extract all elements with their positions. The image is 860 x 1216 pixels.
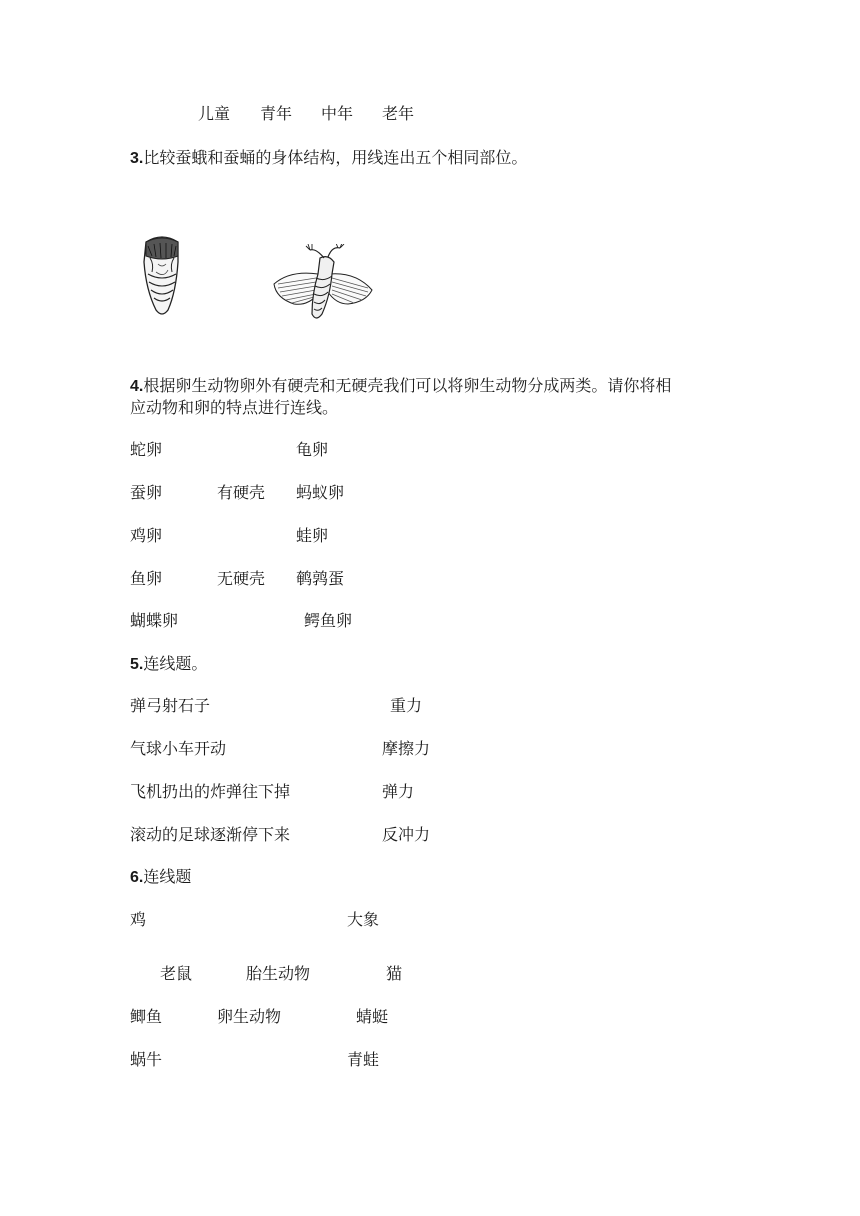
q4-left-item: 蝴蝶卵 xyxy=(130,611,179,630)
q5-right-item: 反冲力 xyxy=(382,825,431,844)
q5-left-item: 滚动的足球逐渐停下来 xyxy=(130,825,291,844)
question-4-line-1 xyxy=(130,378,671,395)
q6-right-item: 大象 xyxy=(347,910,380,929)
q6-category-oviparous: 卵生动物 xyxy=(217,1007,282,1026)
q6-left-item: 老鼠 xyxy=(160,964,193,983)
q6-right-item: 青蛙 xyxy=(347,1050,380,1069)
stage-label-middle-age: 中年 xyxy=(321,104,354,123)
q5-right-item: 摩擦力 xyxy=(382,739,431,758)
question-3-text: 比较蚕蛾和蚕蛹的身体结构，用线连出五个相同部位。 xyxy=(143,148,528,167)
q6-category-viviparous: 胎生动物 xyxy=(246,964,311,983)
q4-right-item: 龟卵 xyxy=(296,440,329,459)
q4-left-item: 鸡卵 xyxy=(130,526,163,545)
question-6-text: 连线题 xyxy=(143,867,192,886)
q6-left-item: 鸡 xyxy=(130,910,147,929)
question-6-number: 6. xyxy=(130,869,144,886)
q6-right-item: 猫 xyxy=(386,964,403,983)
q4-left-item: 蛇卵 xyxy=(130,440,163,459)
question-3-number: 3. xyxy=(130,150,144,167)
q5-right-item: 重力 xyxy=(390,696,423,715)
q4-right-item: 蛙卵 xyxy=(296,526,329,545)
q4-right-item: 鹌鹑蛋 xyxy=(296,569,345,588)
question-4-number: 4. xyxy=(130,378,144,395)
q6-left-item: 鲫鱼 xyxy=(130,1007,163,1026)
q4-left-item: 鱼卵 xyxy=(130,569,163,588)
silkworm-moth-drawing xyxy=(270,244,376,330)
question-5-text: 连线题。 xyxy=(143,654,208,673)
stage-label-youth: 青年 xyxy=(260,104,293,123)
q6-right-item: 蜻蜓 xyxy=(356,1007,389,1026)
question-4-text-line-2: 应动物和卵的特点进行连线。 xyxy=(130,398,339,417)
q4-category-hard-shell: 有硬壳 xyxy=(217,483,266,502)
q5-left-item: 气球小车开动 xyxy=(130,739,227,758)
question-5 xyxy=(130,656,207,673)
q4-category-no-hard-shell: 无硬壳 xyxy=(217,569,266,588)
q5-left-item: 飞机扔出的炸弹往下掉 xyxy=(130,782,291,801)
q6-left-item: 蜗牛 xyxy=(130,1050,163,1069)
stage-label-child: 儿童 xyxy=(198,104,231,123)
question-4-text-line-1: 根据卵生动物卵外有硬壳和无硬壳我们可以将卵生动物分成两类。请你将相 xyxy=(143,376,672,395)
stage-label-old-age: 老年 xyxy=(382,104,415,123)
q4-left-item: 蚕卵 xyxy=(130,483,163,502)
question-6 xyxy=(130,869,191,886)
silkworm-pupa-drawing xyxy=(134,232,190,322)
question-5-number: 5. xyxy=(130,656,144,673)
q4-right-item: 鳄鱼卵 xyxy=(304,611,353,630)
q5-right-item: 弹力 xyxy=(382,782,415,801)
q4-right-item: 蚂蚁卵 xyxy=(296,483,345,502)
q5-left-item: 弹弓射石子 xyxy=(130,696,211,715)
question-3 xyxy=(130,150,527,167)
